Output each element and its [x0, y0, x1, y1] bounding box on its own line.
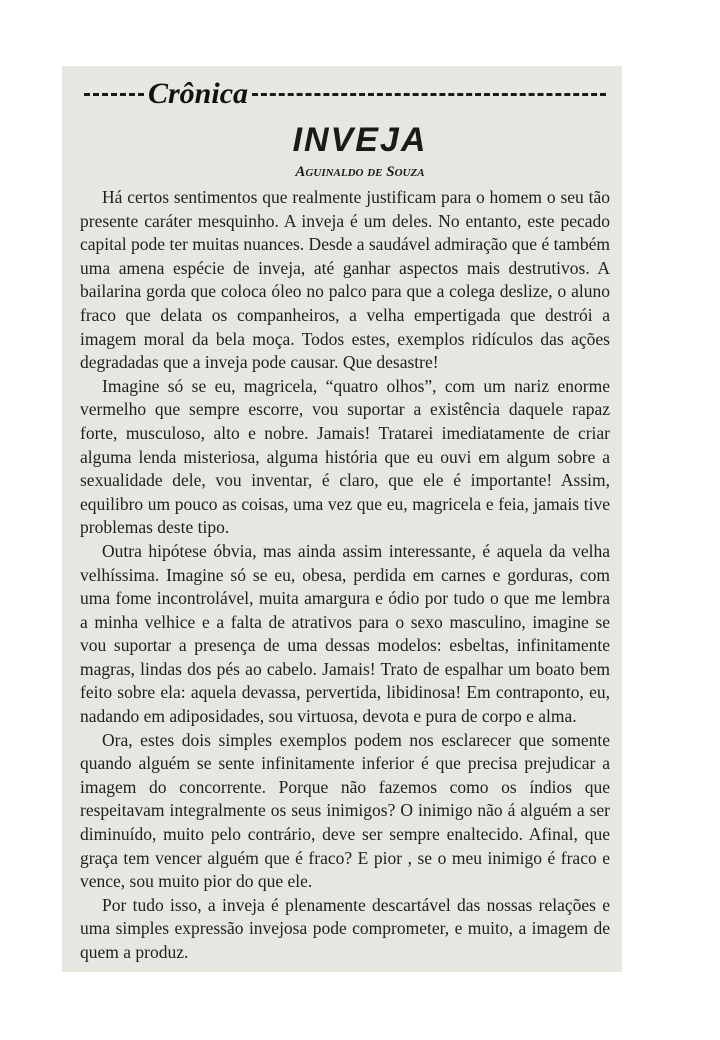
paragraph: Ora, estes dois simples exemplos podem nos esclarecer que somente quando alguém se sente infinitamente inferior é que precisa prejudicar a imagem do concorrente. Porque não fazemos como os índios que respeitavam integralmente os seus inimigos? O inimigo não á alguém a ser diminuído, muito pelo contrário, deve ser sempre enaltecido. Afinal, que graça tem vencer alguém que é fraco? E pior , se o meu inimigo é fraco e vence, sou muito pior do que ele. [80, 729, 610, 892]
newspaper-clipping [62, 66, 622, 972]
article-author: Aguinaldo de Souza [295, 164, 425, 180]
dashed-rule-left [84, 93, 144, 96]
article-title: INVEJA [292, 121, 428, 159]
paragraph: Outra hipótese óbvia, mas ainda assim interessante, é aquela da velha velhíssima. Imagine só se eu, obesa, perdida em carnes e gorduras, com uma fome incontrolável, muita amargura e ódio por tudo o que me lembra a minha velhice e a falta de atrativos para o sexo masculino, imagine se vou suportar a presença de uma dessas modelos: esbeltas, infinitamente magras, lindas dos pés ao cabelo. Jamais! Trato de espalhar um boato bem feito sobre ela: aquela devassa, pervertida, libidinosa! Em contraponto, eu, nadando em adiposidades, sou virtuosa, devota e pura de corpo e alma. [80, 540, 610, 727]
dashed-rule-right [252, 93, 606, 96]
paragraph: Por tudo isso, a inveja é plenamente descartável das nossas relações e uma simples expressão invejosa pode comprometer, e muito, a imagem de quem a produz. [80, 894, 610, 962]
paragraph: Imagine só se eu, magricela, “quatro olhos”, com um nariz enorme vermelho que sempre escorre, vou suportar a existência daquele rapaz forte, musculoso, alto e nobre. Jamais! Tratarei imediatamente de criar alguma lenda misteriosa, alguma história que eu ouvi em algum sobre a sexualidade dele, vou inventar, é claro, que ele é importante! Assim, equilibro um pouco as coisas, uma vez que eu, magricela e feia, jamais tive problemas deste tipo. [80, 375, 610, 538]
article-body [80, 186, 610, 965]
section-label: Crônica [148, 77, 249, 110]
paragraph: Há certos sentimentos que realmente justificam para o homem o seu tão presente caráter mesquinho. A inveja é um deles. No entanto, este pecado capital pode ter muitas nuances. Desde a saudável admiração que é também uma amena espécie de inveja, até ganhar aspectos mais destrutivos. A bailarina gorda que coloca óleo no palco para que a colega deslize, o aluno fraco que delata os companheiros, a velha empertigada que destrói a imagem moral da bela moça. Todos estes, exemplos ridículos das ações degradadas que a inveja pode causar. Que desastre! [80, 187, 610, 373]
section-header [84, 74, 606, 114]
